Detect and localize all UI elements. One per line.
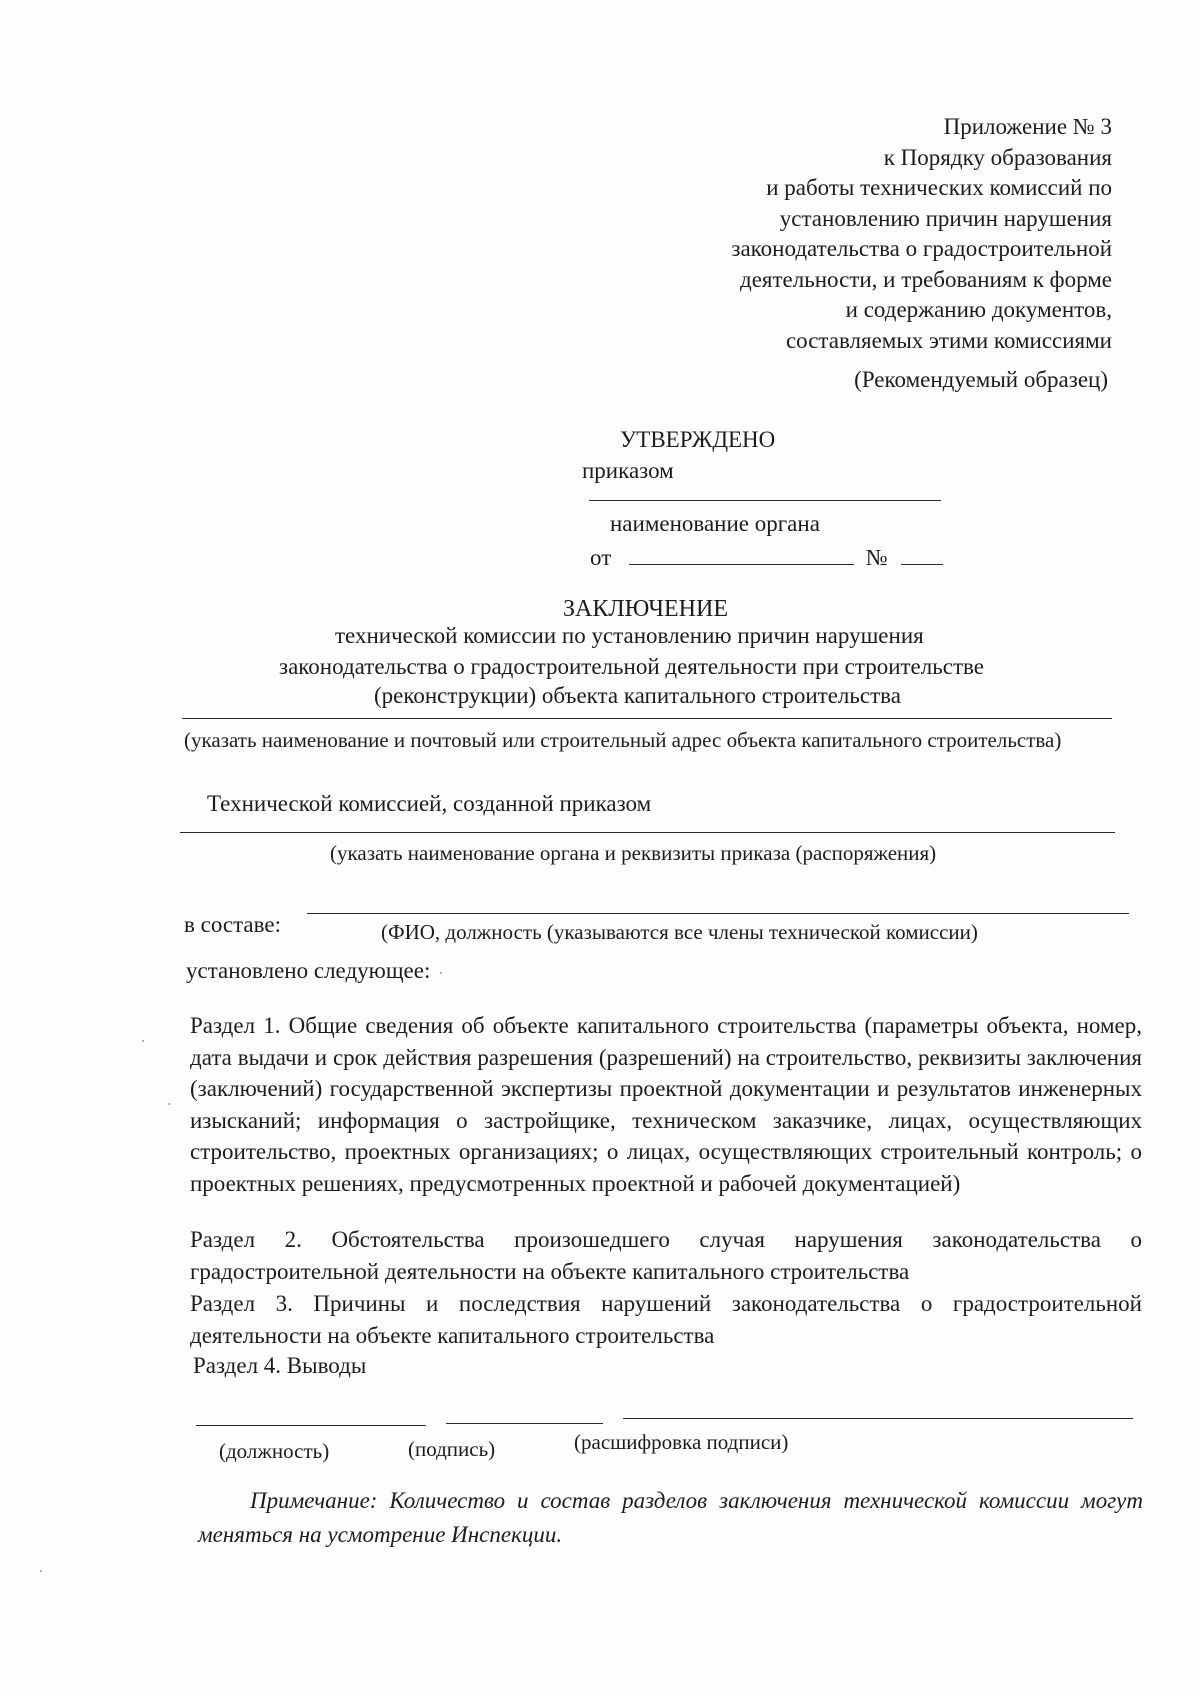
position-caption: (должность) <box>219 1439 330 1463</box>
sample-note: (Рекомендуемый образец) <box>854 367 1108 392</box>
object-name-line <box>182 718 1112 719</box>
appendix-line: и содержанию документов, <box>845 297 1112 322</box>
appendix-line: и работы технических комиссий по <box>766 175 1112 200</box>
organ-caption: наименование органа <box>610 511 820 536</box>
order-number-blank <box>901 564 943 565</box>
conclusion-subtitle-line: технической комиссии по установлению причин нарушения <box>335 623 924 648</box>
commission-order-line <box>180 832 1115 833</box>
order-date-blank <box>629 564 854 565</box>
appendix-header <box>731 112 1112 356</box>
members-caption: (ФИО, должность (указываются все члены технической комиссии) <box>381 920 978 944</box>
number-label: № <box>865 545 888 570</box>
order-caption: (указать наименование органа и реквизиты приказа (распоряжения) <box>330 841 937 865</box>
commission-label: Технической комиссией, созданной приказом <box>207 791 652 816</box>
signature-line <box>446 1423 603 1424</box>
signature-caption: (подпись) <box>408 1437 496 1461</box>
order-date-row <box>590 546 943 569</box>
appendix-line: законодательства о градостроительной <box>731 236 1112 261</box>
object-caption: (указать наименование и почтовый или строительный адрес объекта капитального строительства) <box>184 728 1062 752</box>
members-line <box>307 913 1129 914</box>
appendix-line: Приложение № 3 <box>943 114 1112 139</box>
decoding-caption: (расшифровка подписи) <box>574 1430 789 1454</box>
scan-speck <box>168 1103 170 1105</box>
approval-by-order: приказом <box>582 458 674 483</box>
approval-title: УТВЕРЖДЕНО <box>620 427 776 452</box>
decoding-line <box>623 1418 1133 1419</box>
organ-name-line <box>589 500 941 501</box>
conclusion-subtitle-line: (реконструкции) объекта капитального строительства <box>374 683 901 708</box>
position-line <box>196 1425 426 1426</box>
appendix-line: к Порядку образования <box>883 144 1112 170</box>
composition-label: в составе: <box>184 912 281 937</box>
conclusion-subtitle-line: законодательства о градостроительной деятельности при строительстве <box>279 654 984 679</box>
appendix-line: деятельности, и требованиям к форме <box>740 266 1112 292</box>
section-3: Раздел 3. Причины и последствия нарушений законодательства о градостроительной деятельности на объекте капитального строительства <box>190 1291 1142 1348</box>
scan-speck <box>40 1570 42 1572</box>
conclusion-title: ЗАКЛЮЧЕНИЕ <box>563 596 728 622</box>
section-4: Раздел 4. Выводы <box>193 1353 367 1378</box>
note-text: Примечание: Количество и состав разделов заключения технической комиссии могут меняться на усмотрение Инспекции. <box>198 1488 1143 1547</box>
scan-speck <box>142 1040 144 1042</box>
from-label: от <box>590 545 612 570</box>
scan-speck <box>440 972 442 974</box>
appendix-line: установлению причин нарушения <box>779 205 1112 231</box>
appendix-line: составляемых этими комиссиями <box>785 327 1112 353</box>
established-text: установлено следующее: <box>186 958 431 983</box>
section-2: Раздел 2. Обстоятельства произошедшего случая нарушения законодательства о градостроительной деятельности на объекте капитального строительства <box>190 1227 1142 1284</box>
section-1: Раздел 1. Общие сведения об объекте капитального строительства (параметры объекта, номер, дата выдачи и срок действия разрешения (разрешений) на строительство, реквизиты заключения (заключений) государственной экспертизы проектной документации и результатов инженерных изысканий; информация о застройщике, техническом заказчике, лицах, осуществляющих строительство, проектных организациях; о лицах, осуществляющих строительный контроль; о проектных решениях, предусмотренных проектной и рабочей документацией) <box>190 1013 1142 1196</box>
